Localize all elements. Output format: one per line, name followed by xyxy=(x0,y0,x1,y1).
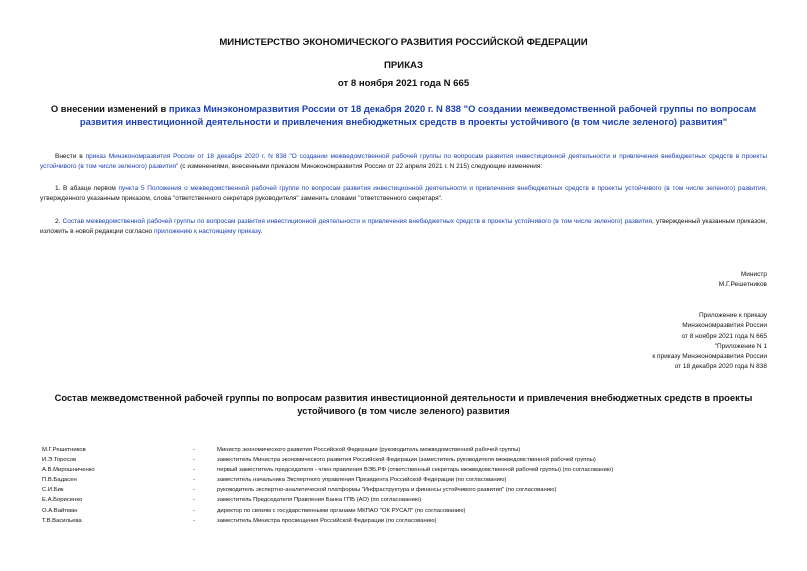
paragraph-intro xyxy=(40,152,767,173)
p3-appendix-link[interactable]: приложению к настоящему приказу xyxy=(153,228,261,236)
member-role: заместитель начальника Экспертного управления Президента Российской Федерации (по согласованию) xyxy=(217,477,507,484)
paragraph-item-1 xyxy=(40,184,767,205)
member-role: первый заместитель председателя - член правления ВЭБ.РФ (ответственный секретарь межведомственной рабочей группы) (по согласованию) xyxy=(217,467,614,474)
appendix-line: Приложение к приказу xyxy=(698,312,767,319)
member-name: О.А.Вайтман xyxy=(42,507,78,514)
title-order-link[interactable]: приказ Минэкономразвития России от 18 декабря 2020 г. N 838 "О создании межведомственной рабочей группы по вопросам развития инвестиционной деятельности и привлечения внебюджетных средств в проекты устойчивого (в том числе зеленого) развития" xyxy=(79,103,757,127)
member-row xyxy=(40,445,767,455)
member-row xyxy=(40,506,767,516)
member-dash: - xyxy=(193,467,195,474)
doc-type-heading: ПРИКАЗ xyxy=(384,60,423,71)
member-row xyxy=(40,516,767,526)
member-role: Министр экономического развития Российской Федерации (руководитель межведомственной рабочей группы) xyxy=(217,447,521,453)
p2-regulation-link[interactable]: пункта 5 Положения о межведомственной рабочей группе по вопросам развития инвестиционной деятельности и привлечения внебюджетных средств в проекты устойчивого (в том числе зеленого) развития xyxy=(118,185,766,192)
p3-text-c: . xyxy=(260,228,263,236)
member-dash: - xyxy=(193,517,195,524)
member-role: директор по связям с государственными органами МКПАО "ОК РУСАЛ" (по согласованию) xyxy=(217,507,466,514)
member-name: М.Г.Решетников xyxy=(42,447,86,453)
p2-text-b: , утвержденного указанным приказом, слова "ответственного секретаря руководителя" заменить словами "ответственного секретаря". xyxy=(40,185,768,203)
member-row xyxy=(40,455,767,465)
appendix-reference xyxy=(652,311,767,373)
member-name: П.В.Бадасен xyxy=(42,477,77,484)
member-role: заместитель Председателя Правления Банка ГПБ (АО) (по согласованию) xyxy=(217,497,422,504)
member-row xyxy=(40,495,767,505)
signature-name: М.Г.Решетников xyxy=(718,281,767,289)
p2-text-a: 1. В абзаце первом xyxy=(55,185,119,192)
p1-text-b: (с изменениями, внесенными приказом Минэкономразвития России от 22 апреля 2021 г. N 215) следующие изменения: xyxy=(178,163,543,171)
member-role: заместитель Министра просвещения Российской Федерации (по согласованию) xyxy=(217,517,437,524)
member-row xyxy=(40,485,767,495)
p3-composition-link[interactable]: Состав межведомственной рабочей группы по вопросам развития инвестиционной деятельности и привлечения внебюджетных средств в проекты устойчивого (в том числе зеленого) развития xyxy=(62,218,653,225)
p1-text-a: Внести в xyxy=(55,153,86,160)
paragraph-item-2 xyxy=(40,217,767,238)
member-dash: - xyxy=(193,507,195,514)
appendix-line: "Приложение N 1 xyxy=(714,342,767,350)
member-row xyxy=(40,475,767,485)
member-name: Т.В.Васильева xyxy=(42,517,82,524)
appendix-line: к приказу Минэкономразвития России xyxy=(652,353,767,361)
member-name: А.В.Мирошниченко xyxy=(42,467,95,474)
member-row xyxy=(40,465,767,475)
member-name: И.Э.Торосов xyxy=(42,457,77,464)
appendix-line: от 18 декабря 2020 года N 838 xyxy=(674,363,767,371)
appendix-line: от 8 ноября 2021 года N 665 xyxy=(681,332,767,340)
members-list xyxy=(40,445,767,526)
member-name: С.И.Бик xyxy=(42,487,64,494)
p1-order-link[interactable]: приказ Минэкономразвития России от 18 декабря 2020 г. N 838 "О создании межведомственной рабочей группы по вопросам развития инвестиционной деятельности и привлечения внебюджетных средств в проекты устойчивого (в том числе зеленого) развития" xyxy=(40,153,767,171)
p3-text-b: , утвержденный указанным приказом, изложить в новой редакции согласно xyxy=(40,218,768,236)
title-prefix: О внесении изменений в xyxy=(50,103,169,114)
member-dash: - xyxy=(193,487,195,494)
member-dash: - xyxy=(193,477,195,484)
member-role: заместитель Министра экономического развития Российской Федерации (заместитель руководителя межведомственной рабочей группы) xyxy=(217,457,596,464)
appendix-line: Минэкономразвития России xyxy=(682,322,767,330)
member-name: Е.А.Борисенко xyxy=(42,497,83,504)
member-dash: - xyxy=(193,497,195,504)
p3-text-a: 2. xyxy=(55,218,63,225)
signature-position: Министр xyxy=(740,271,767,278)
order-title xyxy=(40,103,767,128)
ministry-heading: МИНИСТЕРСТВО ЭКОНОМИЧЕСКОГО РАЗВИТИЯ РОССИЙСКОЙ ФЕДЕРАЦИИ xyxy=(219,37,588,48)
member-role: руководитель экспертно-аналитической платформы "Инфраструктура и финансы устойчивого развития" (по согласованию) xyxy=(217,487,557,494)
signature-block xyxy=(719,270,767,291)
order-date-number: от 8 ноября 2021 года N 665 xyxy=(337,78,470,89)
member-dash: - xyxy=(193,457,195,464)
composition-title: Состав межведомственной рабочей группы по вопросам развития инвестиционной деятельности и привлечения внебюджетных средств в проекты устойчивого (в том числе зеленого) развития xyxy=(54,392,753,416)
member-dash: - xyxy=(193,447,195,453)
